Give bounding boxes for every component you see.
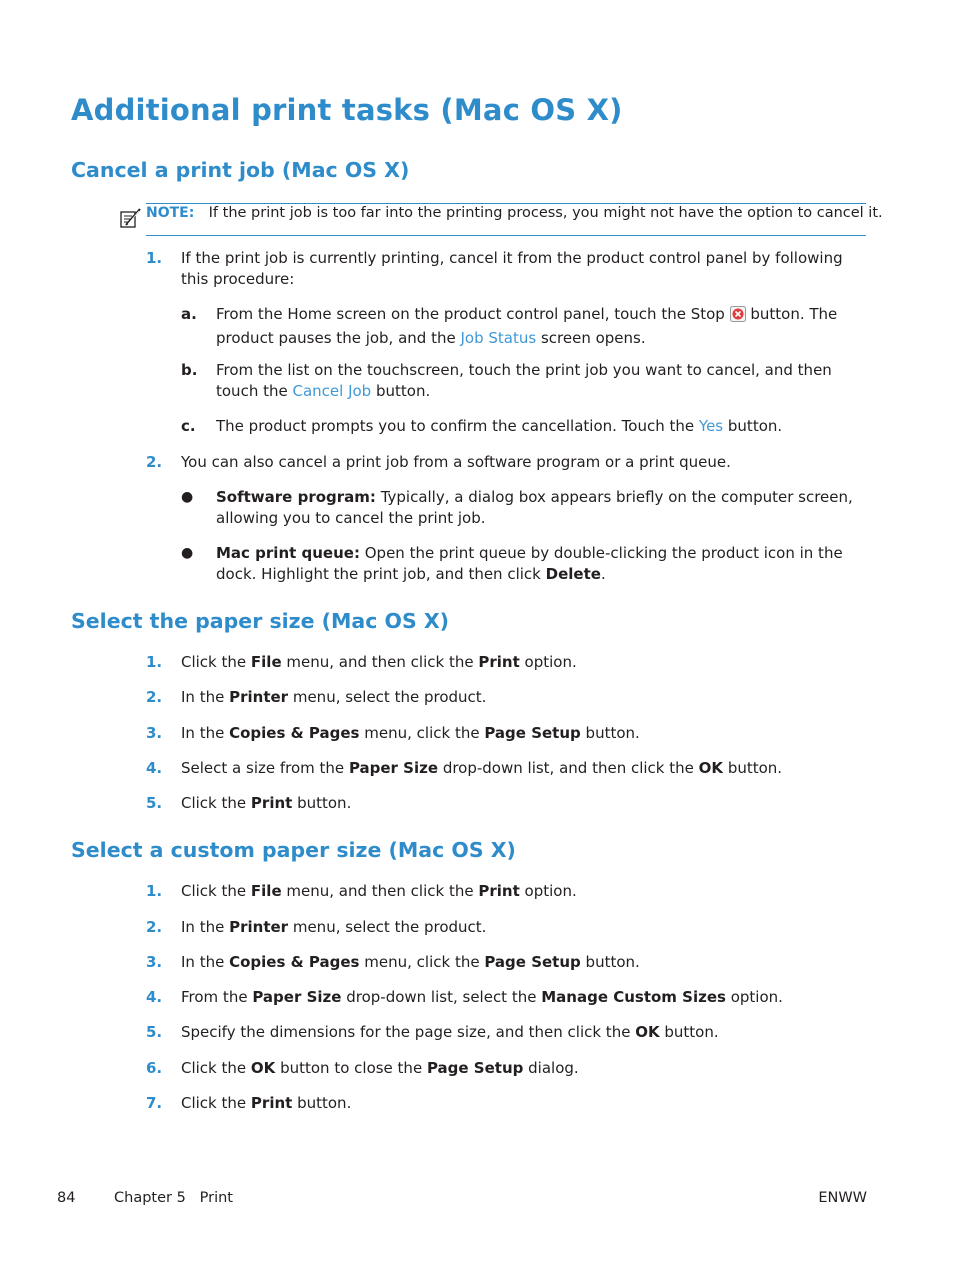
text-run: option. (524, 882, 577, 900)
text-run: Select a size from the (181, 759, 345, 777)
step-text: You can also cancel a print job from a software program or a print queue. (181, 453, 731, 471)
step-text (181, 1058, 579, 1079)
step-number: 6. (146, 1059, 163, 1077)
step-text (181, 793, 351, 814)
ui-term: Copies & Pages (229, 953, 360, 971)
text-run: button. (585, 953, 640, 971)
text-run: Click the (181, 653, 247, 671)
text-run: In the (181, 918, 225, 936)
ui-term: Page Setup (484, 953, 581, 971)
text-run: menu, select the product. (292, 918, 487, 936)
substep-c-text (216, 416, 866, 437)
section-heading-custom-paper-size: Select a custom paper size (Mac OS X) (71, 838, 516, 862)
note-pencil-icon (118, 206, 142, 234)
text-run: button. (664, 1023, 719, 1041)
bullet-text: Typically, a dialog box appears briefly on the computer screen, allowing you to cancel the print job. (216, 488, 853, 527)
step-number: 5. (146, 1023, 163, 1041)
ui-term: Print (478, 653, 520, 671)
ui-term: Paper Size (348, 759, 439, 777)
step-number: 3. (146, 724, 163, 742)
step-text (181, 758, 782, 779)
text-run: Click the (181, 1094, 247, 1112)
substep-a-text (216, 304, 866, 349)
yes-link[interactable]: Yes (698, 417, 724, 435)
section-heading-paper-size: Select the paper size (Mac OS X) (71, 609, 450, 633)
step-text (181, 917, 486, 938)
substep-b-part2: button. (376, 382, 431, 400)
substep-c-part2: button. (727, 417, 783, 435)
text-run: button. (585, 724, 640, 742)
text-run: drop-down list, select the (346, 988, 537, 1006)
text-run: option. (524, 653, 577, 671)
step-text (181, 881, 577, 902)
step-number: 2. (146, 688, 163, 706)
text-run: In the (181, 953, 225, 971)
substep-letter: a. (181, 305, 197, 323)
step-number: 5. (146, 794, 163, 812)
text-run: button. (297, 1094, 352, 1112)
text-run: button. (727, 759, 783, 777)
step-number: 4. (146, 988, 163, 1006)
text-run: drop-down list, and then click the (442, 759, 694, 777)
substep-b-part1: From the list on the touchscreen, touch the print job you want to cancel, and then touch the (216, 361, 832, 400)
bullet-end: . (600, 565, 606, 583)
ui-term: Copies & Pages (229, 724, 360, 742)
delete-command: Delete (545, 565, 601, 583)
text-run: option. (730, 988, 783, 1006)
text-run: Click the (181, 794, 247, 812)
step-number: 1. (146, 249, 163, 267)
bullet-label: Mac print queue: (216, 544, 360, 562)
text-run: In the (181, 688, 225, 706)
text-run: menu, and then click the (286, 653, 474, 671)
job-status-link[interactable]: Job Status (460, 329, 537, 347)
step-number: 2. (146, 918, 163, 936)
step-text (181, 687, 486, 708)
ui-term: Page Setup (426, 1059, 524, 1077)
substep-c-part1: The product prompts you to confirm the cancellation. Touch the (216, 417, 695, 435)
bullet-mac-print-queue (216, 543, 861, 585)
text-run: From the (181, 988, 248, 1006)
ui-term: OK (698, 759, 724, 777)
note-bottom-rule (146, 235, 866, 236)
step-number: 4. (146, 759, 163, 777)
text-run: menu, select the product. (292, 688, 487, 706)
ui-term: File (250, 653, 282, 671)
step-number: 2. (146, 453, 163, 471)
note-line (146, 202, 883, 224)
ui-term: Page Setup (484, 724, 581, 742)
step-text (181, 723, 640, 744)
text-run: button to close the (280, 1059, 423, 1077)
bullet-dot: ● (181, 489, 194, 505)
text-run: menu, click the (364, 724, 480, 742)
substep-a-part3: screen opens. (540, 329, 646, 347)
bullet-text: Open the print queue by double-clicking the product icon in the dock. Highlight the print job, and then click (216, 544, 843, 583)
text-run: dialog. (528, 1059, 579, 1077)
step-number: 3. (146, 953, 163, 971)
ui-term: File (250, 882, 282, 900)
substep-a-part2: button. The product pauses the job, and the (216, 305, 838, 347)
ui-term: Printer (229, 918, 289, 936)
step-text (181, 952, 640, 973)
step-number: 7. (146, 1094, 163, 1112)
ui-term: Paper Size (252, 988, 342, 1006)
step-text: If the print job is currently printing, cancel it from the product control panel by following this procedure: (181, 249, 843, 288)
ui-term: Print (250, 794, 293, 812)
text-run: button. (297, 794, 352, 812)
ui-term: Manage Custom Sizes (541, 988, 726, 1006)
bullet-software-program (216, 487, 861, 529)
substep-b-text (216, 360, 866, 402)
substep-letter: b. (181, 361, 198, 379)
substep-letter: c. (181, 417, 196, 435)
step-number: 1. (146, 653, 163, 671)
footer-right-label: ENWW (818, 1190, 867, 1206)
step-text (181, 1022, 719, 1043)
ui-term: OK (635, 1023, 660, 1041)
ui-term: Print (250, 1094, 293, 1112)
text-run: Click the (181, 882, 247, 900)
chapter-label: Chapter 5 Print (114, 1190, 233, 1206)
step-number: 1. (146, 882, 163, 900)
ui-term: Printer (229, 688, 289, 706)
text-run: Click the (181, 1059, 247, 1077)
text-run: menu, and then click the (286, 882, 474, 900)
page-number: 84 (57, 1190, 76, 1206)
bullet-label: Software program: (216, 488, 376, 506)
step-text (181, 652, 577, 673)
stop-icon (730, 306, 746, 328)
cancel-job-link[interactable]: Cancel Job (292, 382, 372, 400)
text-run: menu, click the (364, 953, 480, 971)
text-run: In the (181, 724, 225, 742)
page-title: Additional print tasks (Mac OS X) (71, 93, 623, 127)
note-text: If the print job is too far into the printing process, you might not have the option to cancel it. (208, 205, 883, 221)
section-heading-cancel: Cancel a print job (Mac OS X) (71, 158, 410, 182)
bullet-dot: ● (181, 545, 194, 561)
note-label: NOTE: (146, 205, 195, 221)
step-text (181, 987, 783, 1008)
ui-term: OK (250, 1059, 276, 1077)
step-text (181, 1093, 351, 1114)
text-run: Specify the dimensions for the page size, and then click the (181, 1023, 631, 1041)
substep-a-part1: From the Home screen on the product control panel, touch the Stop (216, 305, 725, 323)
ui-term: Print (478, 882, 520, 900)
